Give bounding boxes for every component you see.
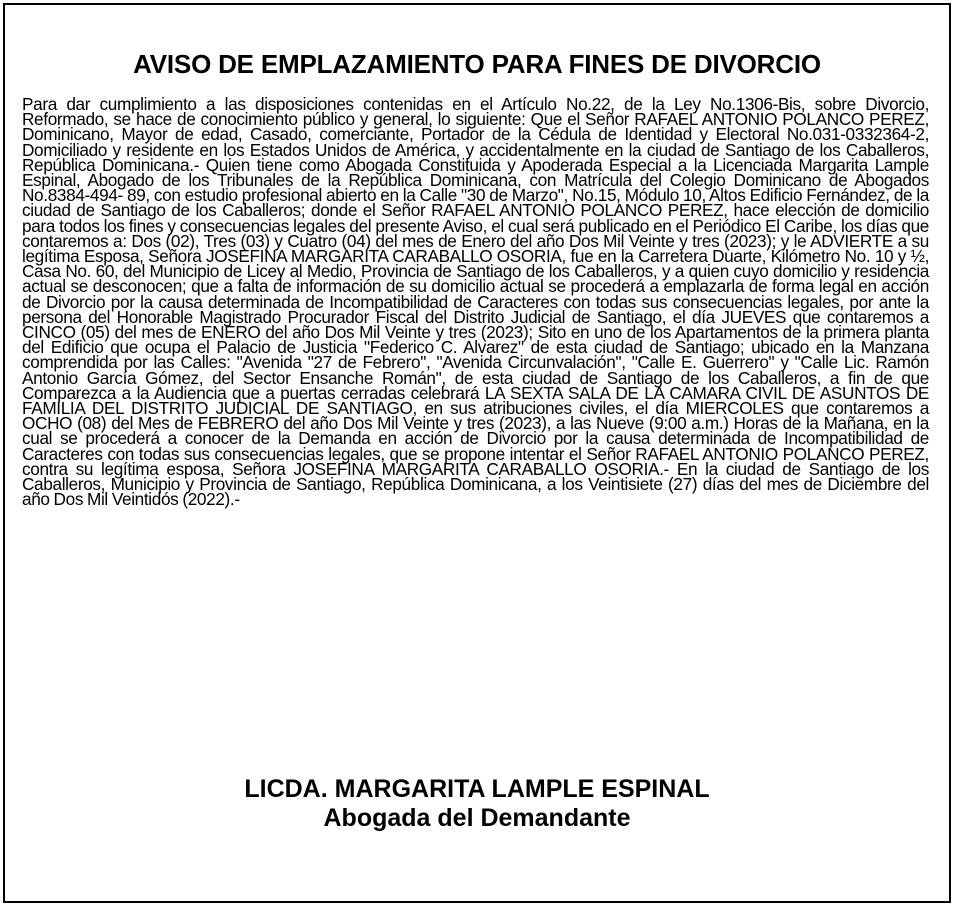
signature-name: LICDA. MARGARITA LAMPLE ESPINAL bbox=[244, 775, 710, 803]
notice-body: Para dar cumplimiento a las disposiciones contenidas en el Artículo No.22, de la Ley No.1306-Bis, sobre Divorcio, Reformado, se hace de conocimiento público y general, lo siguiente: Que el Señor RAFAEL ANTONIO POLANCO PEREZ, Dominicano, Mayor de edad, Casado, comerciante, Portador de la Cédula de Identidad y Electoral No.031-0332364-2, Domiciliado y residente en los Estados Unidos de América, y accidentalmente en la ciudad de Santiago de los Caballeros, República Dominicana.- Quien tiene como Abogada Constituida y Apoderada Especial a la Licenciada Margarita Lample Espinal, Abogado de los Tribunales de la República Dominicana, con Matrícula del Colegio Dominicano de Abogados No.8384-494- 89, con estudio profesional abierto en la Calle "30 de Marzo", No.15, Módulo 10, Altos Edificio Fernández, de la ciudad de Santiago de los Caballeros; donde el Señor RAFAEL ANTONIO POLANCO PEREZ, hace elección de domicilio para todos los fines y consecuencias legales del presente Aviso, el cual será publicado en el Periódico El Caribe, los días que contaremos a: Dos (02), Tres (03) y Cuatro (04) del mes de Enero del año Dos Mil Veinte y tres (2023); y le ADVIERTE a su legítima Esposa, Señora JOSEFINA MARGARITA CARABALLO OSORIA, fue en la Carretera Duarte, Kilómetro No. 10 y ½, Casa No. 60, del Municipio de Licey al Medio, Provincia de Santiago de los Caballeros, y a quien cuyo domicilio y residencia actual se desconocen; que a falta de información de su domicilio actual se procederá a emplazarla de forma legal en acción de Divorcio por la causa determinada de Incompatibilidad de Caracteres con todas sus consecuencias legales, por ante la persona del Honorable Magistrado Procurador Fiscal del Distrito Judicial de Santiago, el día JUEVES que contaremos a CINCO (05) del mes de ENERO del año Dos Mil Veinte y tres (2023); Sito en uno de los Apartamentos de la primera planta del Edificio que ocupa el Palacio de Justicia "Federico C. Alvarez" de esta ciudad de Santiago; ubicado en la Manzana comprendida por las Calles: "Avenida "27 de Febrero", "Avenida Circunvalación", "Calle E. Guerrero" y "Calle Lic. Ramón Antonio García Gómez, del Sector Ensanche Román", de esta ciudad de Santiago de los Caballeros, a fin de que Comparezca a la Audiencia que a puertas cerradas celebrará LA SEXTA SALA DE LA CAMARA CIVIL DE ASUNTOS DE FAMILIA DEL DISTRITO JUDICIAL DE SANTIAGO, en sus atribuciones civiles, el día MIERCOLES que contaremos a OCHO (08) del Mes de FEBRERO del año Dos Mil Veinte y tres (2023), a las Nueve (9:00 a.m.) Horas de la Mañana, en la cual se procederá a conocer de la Demanda en acción de Divorcio por la causa determinada de Incompatibilidad de Caracteres con todas sus consecuencias legales, que se propone intentar el Señor RAFAEL ANTONIO POLANCO PEREZ, contra su legítima esposa, Señora JOSEFINA MARGARITA CARABALLO OSORIA.- En la ciudad de Santiago de los Caballeros, Municipio y Provincia de Santiago, República Dominicana, a los Veintisiete (27) días del mes de Diciembre del año Dos Mil Veintidós (2022).- bbox=[22, 94, 929, 510]
notice-title: AVISO DE EMPLAZAMIENTO PARA FINES DE DIVORCIO bbox=[133, 49, 821, 79]
signature-role: Abogada del Demandante bbox=[323, 804, 631, 832]
notice-frame bbox=[3, 3, 951, 903]
signature-block bbox=[5, 775, 949, 833]
